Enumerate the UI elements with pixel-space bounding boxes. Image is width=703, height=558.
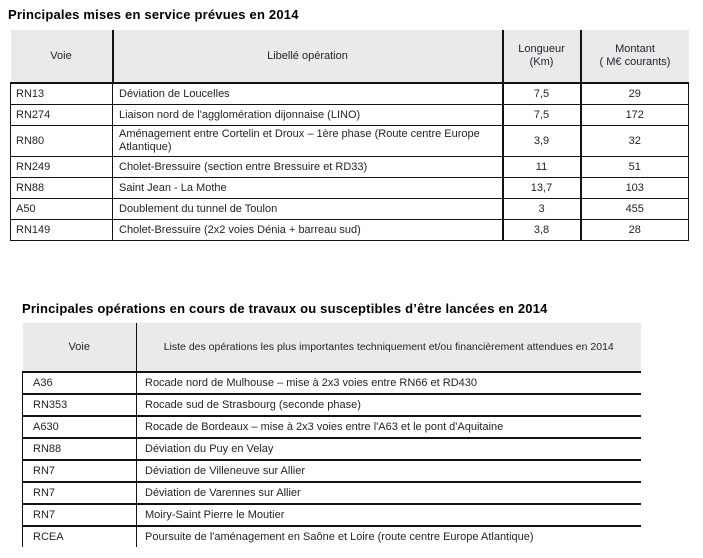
libelle-cell: Cholet-Bressuire (2x2 voies Dénia + barreau sud) <box>113 220 503 241</box>
libelle-cell: Saint Jean - La Mothe <box>113 178 503 199</box>
table1-title: Principales mises en service prévues en 2014 <box>8 7 299 22</box>
voie-cell: RN7 <box>23 482 137 504</box>
table-row <box>23 482 641 504</box>
longueur-cell: 3,8 <box>503 220 581 241</box>
table-row <box>11 199 689 220</box>
table-row <box>23 394 641 416</box>
mises-en-service-table <box>10 30 689 241</box>
voie-cell: RN80 <box>11 126 113 157</box>
table1-header-montant-line2: ( M€ courants) <box>599 56 671 68</box>
voie-cell: RCEA <box>23 526 137 547</box>
operation-cell: Déviation du Puy en Velay <box>137 438 641 460</box>
table1-header-libelle: Libellé opération <box>113 30 503 83</box>
montant-cell: 29 <box>581 83 689 105</box>
voie-cell: RN274 <box>11 105 113 126</box>
montant-cell: 103 <box>581 178 689 199</box>
longueur-cell: 3,9 <box>503 126 581 157</box>
voie-cell: RN7 <box>23 504 137 526</box>
libelle-cell: Cholet-Bressuire (section entre Bressuire et RD33) <box>113 157 503 178</box>
table2-header-liste: Liste des opérations les plus importantes techniquement et/ou financièrement attendues en 2014 <box>137 323 641 372</box>
longueur-cell: 3 <box>503 199 581 220</box>
table-row <box>11 157 689 178</box>
voie-cell: A630 <box>23 416 137 438</box>
table2-header-row <box>23 323 641 372</box>
table-row <box>11 83 689 105</box>
table-row <box>23 372 641 394</box>
libelle-cell: Déviation de Loucelles <box>113 83 503 105</box>
table1-header-row <box>11 30 689 83</box>
voie-cell: RN249 <box>11 157 113 178</box>
voie-cell: A50 <box>11 199 113 220</box>
voie-cell: RN88 <box>11 178 113 199</box>
voie-cell: A36 <box>23 372 137 394</box>
voie-cell: RN88 <box>23 438 137 460</box>
montant-cell: 172 <box>581 105 689 126</box>
libelle-cell: Doublement du tunnel de Toulon <box>113 199 503 220</box>
montant-cell: 32 <box>581 126 689 157</box>
table-row <box>11 105 689 126</box>
table2-header-voie: Voie <box>23 323 137 372</box>
longueur-cell: 13,7 <box>503 178 581 199</box>
table1-header-longueur <box>503 30 581 83</box>
operation-cell: Déviation de Villeneuve sur Allier <box>137 460 641 482</box>
libelle-cell: Liaison nord de l'agglomération dijonnaise (LINO) <box>113 105 503 126</box>
montant-cell: 51 <box>581 157 689 178</box>
table-row <box>11 178 689 199</box>
operation-cell: Rocade nord de Mulhouse – mise à 2x3 voies entre RN66 et RD430 <box>137 372 641 394</box>
voie-cell: RN353 <box>23 394 137 416</box>
table-row <box>23 416 641 438</box>
montant-cell: 28 <box>581 220 689 241</box>
table1-header-longueur-line1: Longueur <box>518 43 565 55</box>
montant-cell: 455 <box>581 199 689 220</box>
table-row <box>23 504 641 526</box>
operations-en-cours-table <box>22 323 641 547</box>
table1-header-montant-line1: Montant <box>615 43 655 55</box>
longueur-cell: 7,5 <box>503 83 581 105</box>
table-row <box>23 438 641 460</box>
table1-header-montant <box>581 30 689 83</box>
voie-cell: RN13 <box>11 83 113 105</box>
table2-title: Principales opérations en cours de travaux ou susceptibles d’être lancées en 2014 <box>22 301 548 316</box>
table-row <box>23 526 641 547</box>
operation-cell: Rocade de Bordeaux – mise à 2x3 voies entre l'A63 et le pont d'Aquitaine <box>137 416 641 438</box>
table-row <box>11 126 689 157</box>
longueur-cell: 11 <box>503 157 581 178</box>
table-row <box>11 220 689 241</box>
operation-cell: Moiry-Saint Pierre le Moutier <box>137 504 641 526</box>
voie-cell: RN7 <box>23 460 137 482</box>
longueur-cell: 7,5 <box>503 105 581 126</box>
table1-header-voie: Voie <box>11 30 113 83</box>
table1-header-longueur-line2: (Km) <box>529 56 554 68</box>
voie-cell: RN149 <box>11 220 113 241</box>
libelle-cell: Aménagement entre Cortelin et Droux – 1ère phase (Route centre Europe Atlantique) <box>113 126 503 157</box>
operation-cell: Poursuite de l'aménagement en Saône et Loire (route centre Europe Atlantique) <box>137 526 641 547</box>
operation-cell: Rocade sud de Strasbourg (seconde phase) <box>137 394 641 416</box>
table-row <box>23 460 641 482</box>
operation-cell: Déviation de Varennes sur Allier <box>137 482 641 504</box>
